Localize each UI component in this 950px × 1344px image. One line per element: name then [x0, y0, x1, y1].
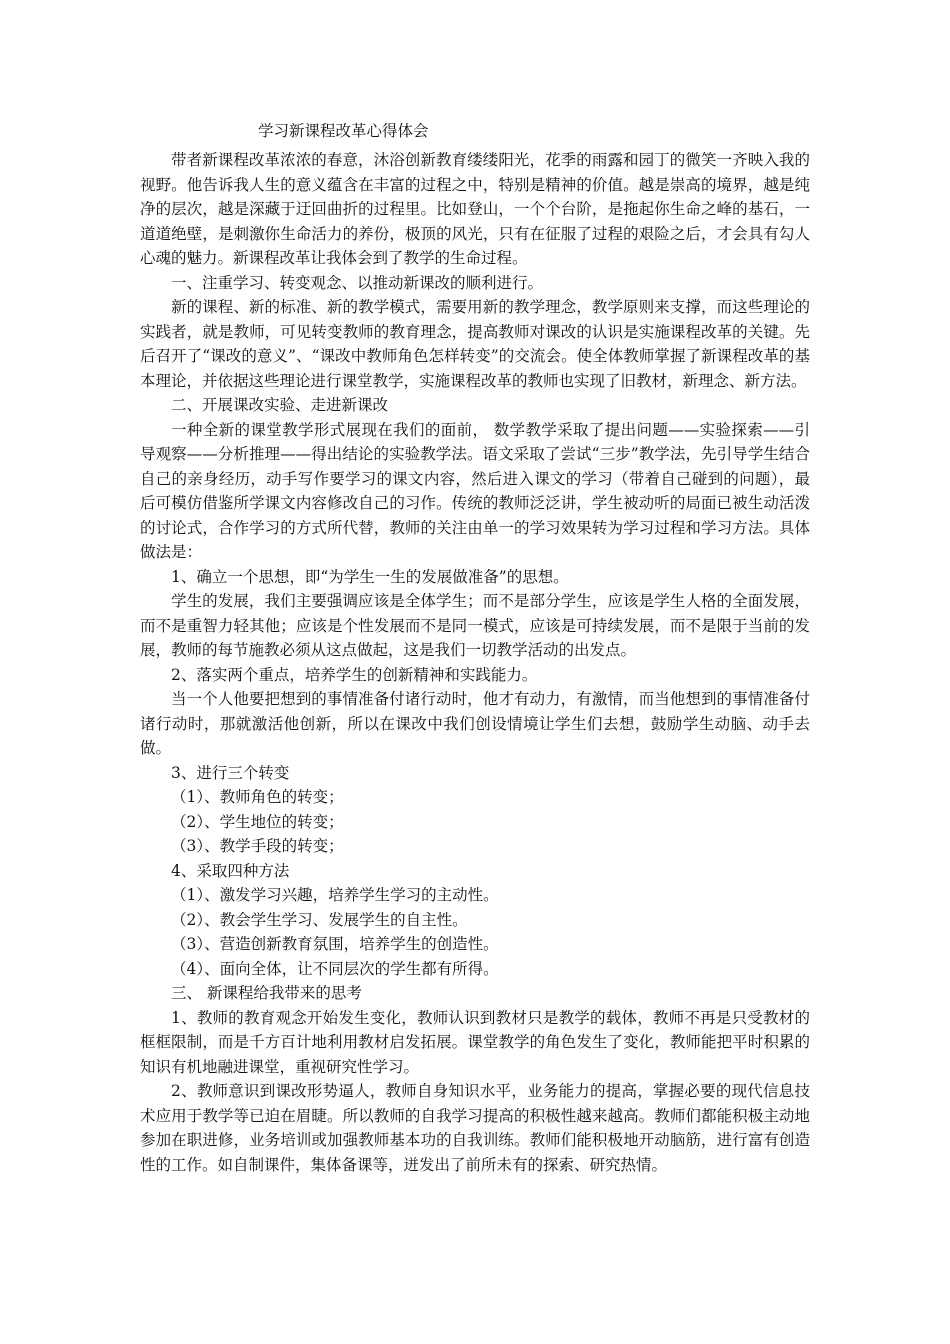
list-item: （2）、学生地位的转变；	[171, 812, 344, 831]
paragraph-section-1: 新的课程、新的标准、新的教学模式，需要用新的教学理念，教学原则来支撑，而这些理论的实践者，就是教师，可见转变教师的教育理念，提高教师对课改的认识是实施课程改革的关键。先后召开了“课改的意义”、“课改中教师角色怎样转变”的交流会。使全体教师掌握了新课程改革的基本理论，并依据这些理论进行课堂教学，实施课程改革的教师也实现了旧教材，新理念、新方法。	[140, 298, 810, 390]
heading-section-3: 三、 新课程给我带来的思考	[171, 984, 362, 1002]
document-title: 学习新课程改革心得体会	[258, 122, 429, 140]
point-3-heading: 3、进行三个转变	[171, 763, 290, 782]
list-item: （2）、教会学生学习、发展学生的自主性。	[171, 910, 468, 929]
list-item: （3）、教学手段的转变；	[171, 837, 344, 855]
heading-section-1: 一、注重学习、转变观念、以推动新课改的顺利进行。	[171, 273, 544, 292]
point-4-heading: 4、采取四种方法	[171, 861, 290, 880]
list-item: （3）、营造创新教育氛围，培养学生的创造性。	[171, 935, 499, 953]
point-2-body: 当一个人他要把想到的事情准备付诸行动时，他才有动力，有激情，而当他想到的事情准备付诸行动时，那就激活他创新，所以在课改中我们创设情境让学生们去想，鼓励学生动脑、动手去做。	[140, 690, 810, 757]
list-item: （1）、教师角色的转变；	[171, 788, 344, 806]
heading-section-2: 二、开展课改实验、走进新课改	[171, 396, 389, 414]
document-page	[140, 120, 810, 1177]
paragraph-section-3-item-1: 1、教师的教育观念开始发生变化，教师认识到教材只是教学的载体，教师不再是只受教材的框框限制，而是千方百计地利用教材启发拓展。课堂教学的角色发生了变化，教师能把平时积累的知识有机地融进课堂，重视研究性学习。	[140, 1008, 810, 1076]
point-1-heading: 1、确立一个思想，即“为学生一生的发展做准备”的思想。	[171, 567, 569, 586]
point-2-heading: 2、落实两个重点，培养学生的创新精神和实践能力。	[171, 665, 538, 684]
list-item: （4）、面向全体，让不同层次的学生都有所得。	[171, 959, 499, 978]
paragraph-intro: 带者新课程改革浓浓的春意，沐浴创新教育缕缕阳光，花季的雨露和园丁的微笑一齐映入我的视野。他告诉我人生的意义蕴含在丰富的过程之中，特别是精神的价值。越是崇高的境界，越是纯净的层次，越是深藏于迂回曲折的过程里。比如登山，一个个台阶，是拖起你生命之峰的基石，一道道绝壁，是刺激你生命活力的养份，极顶的风光，只有在征服了过程的艰险之后，才会具有勾人心魂的魅力。新课程改革让我体会到了教学的生命过程。	[140, 151, 810, 267]
paragraph-section-3-item-2: 2、教师意识到课改形势逼人，教师自身知识水平，业务能力的提高，掌握必要的现代信息技术应用于教学等已迫在眉睫。所以教师的自我学习提高的积极性越来越高。教师们都能积极主动地参加在职进修，业务培训或加强教师基本功的自我训练。教师们能积极地开动脑筋，进行富有创造性的工作。如自制课件，集体备课等，迸发出了前所未有的探索、研究热情。	[140, 1082, 810, 1174]
list-item: （1）、激发学习兴趣，培养学生学习的主动性。	[171, 886, 499, 904]
document-body	[140, 148, 810, 1177]
paragraph-section-2: 一种全新的课堂教学形式展现在我们的面前， 数学教学采取了提出问题——实验探索——引导观察——分析推理——得出结论的实验教学法。语文采取了尝试“三步”教学法，先引导学生结合自己的亲身经历，动手写作要学习的课文内容，然后进入课文的学习（带着自己碰到的问题），最后可模仿借鉴所学课文内容修改自己的习作。传统的教师泛泛讲，学生被动听的局面已被生动活泼的讨论式，合作学习的方式所代替，教师的关注由单一的学习效果转为学习过程和学习方法。具体做法是：	[140, 420, 810, 561]
point-1-body: 学生的发展，我们主要强调应该是全体学生；而不是部分学生，应该是学生人格的全面发展，而不是重智力轻其他；应该是个性发展而不是同一模式，应该是可持续发展，而不是限于当前的发展，教师的每节施教必须从这点做起，这是我们一切教学活动的出发点。	[140, 592, 810, 659]
